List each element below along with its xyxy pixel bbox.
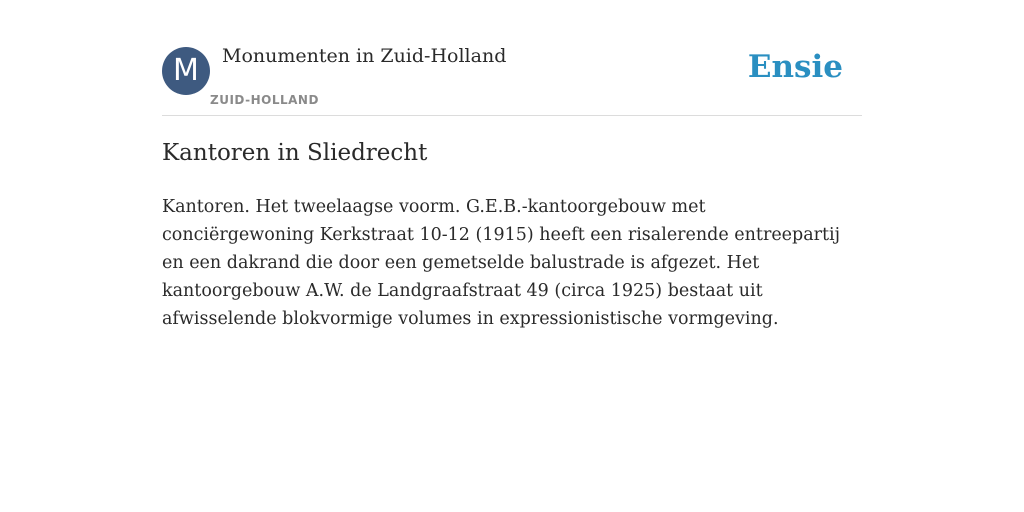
article-body: Kantoren. Het tweelaagse voorm. G.E.B.-kantoorgebouw met conciërgewoning Kerkstraat 10-12 (1915) heeft een risalerende entreepartij en een dakrand die door een gemetselde balustrade is afgezet. Het kantoorgebouw A.W. de Landgraafstraat 49 (circa 1925) bestaat uit afwisselende blokvormige volumes in expressionistische vormgeving. — [162, 197, 841, 329]
source-header — [162, 45, 862, 116]
brand-logo[interactable]: Ensie — [747, 49, 843, 85]
source-title[interactable]: Monumenten in Zuid-Holland — [222, 45, 507, 67]
source-subtitle: ZUID-HOLLAND — [210, 93, 319, 107]
article-title: Kantoren in Sliedrecht — [162, 140, 428, 166]
source-avatar[interactable]: M — [162, 47, 210, 95]
